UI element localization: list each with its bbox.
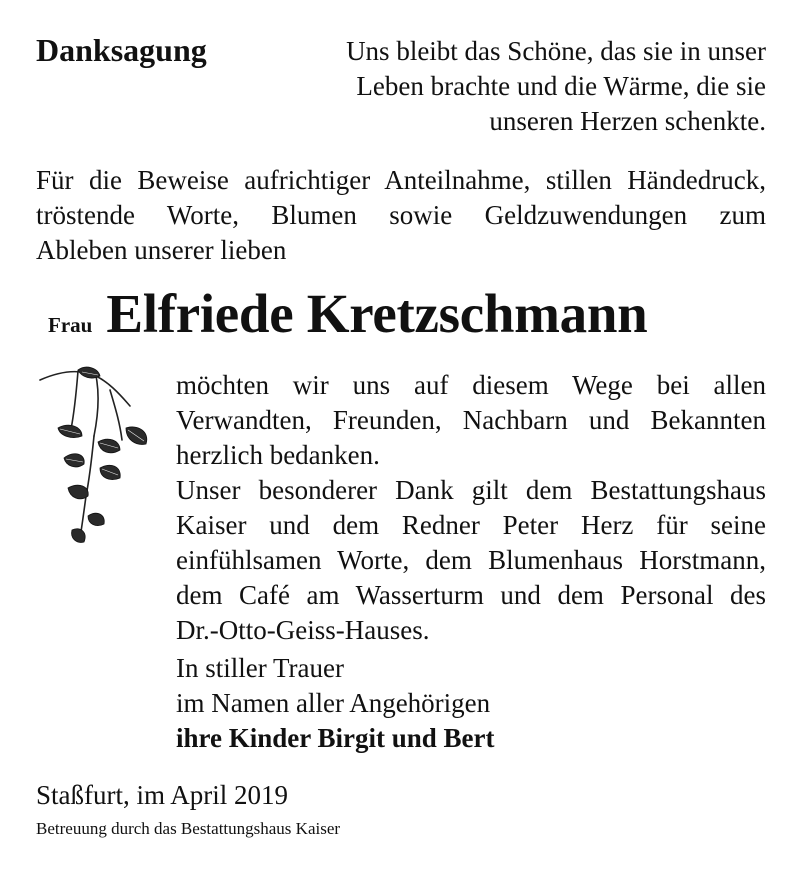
footer-note: Betreuung durch das Bestattungshaus Kaiser — [36, 819, 341, 838]
thanks-body — [176, 368, 766, 648]
motto-line: Leben brachte und die Wärme, die sie — [356, 71, 766, 101]
body-line: Kaiser und dem Redner Peter Herz für seine — [176, 510, 766, 540]
body-line: Unser besonderer Dank gilt dem Bestattungshaus — [176, 475, 766, 505]
signature: ihre Kinder Birgit und Bert — [176, 723, 495, 753]
intro-line: Ableben unserer lieben — [36, 235, 287, 265]
heading-title: Danksagung — [36, 32, 207, 68]
body-line: dem Café am Wasserturm und dem Personal des — [176, 580, 766, 610]
intro-line: tröstende Worte, Blumen sowie Geldzuwendungen zum — [36, 200, 766, 230]
body-line: möchten wir uns auf diesem Wege bei allen — [176, 370, 766, 400]
place-date: Staßfurt, im April 2019 — [36, 780, 288, 810]
signoff-line: In stiller Trauer — [176, 653, 344, 683]
body-line: einfühlsamen Worte, dem Blumenhaus Horstmann, — [176, 545, 766, 575]
deceased-name: Elfriede Kretzschmann — [106, 283, 648, 344]
signoff-line: im Namen aller Angehörigen — [176, 688, 491, 718]
body-line: herzlich bedanken. — [176, 440, 380, 470]
signoff-block — [176, 651, 736, 756]
deceased-name-row — [48, 282, 768, 352]
motto-quote — [296, 34, 766, 139]
motto-line: Uns bleibt das Schöne, das sie in unser — [346, 36, 766, 66]
body-line: Dr.-Otto-Geiss-Hauses. — [176, 615, 430, 645]
body-line: Verwandten, Freunden, Nachbarn und Bekannten — [176, 405, 766, 435]
salutation: Frau — [48, 313, 93, 337]
intro-line: Für die Beweise aufrichtiger Anteilnahme, stillen Händedruck, — [36, 165, 766, 195]
birch-branch-icon — [38, 366, 158, 556]
intro-text — [36, 163, 766, 268]
motto-line: unseren Herzen schenkte. — [489, 106, 766, 136]
